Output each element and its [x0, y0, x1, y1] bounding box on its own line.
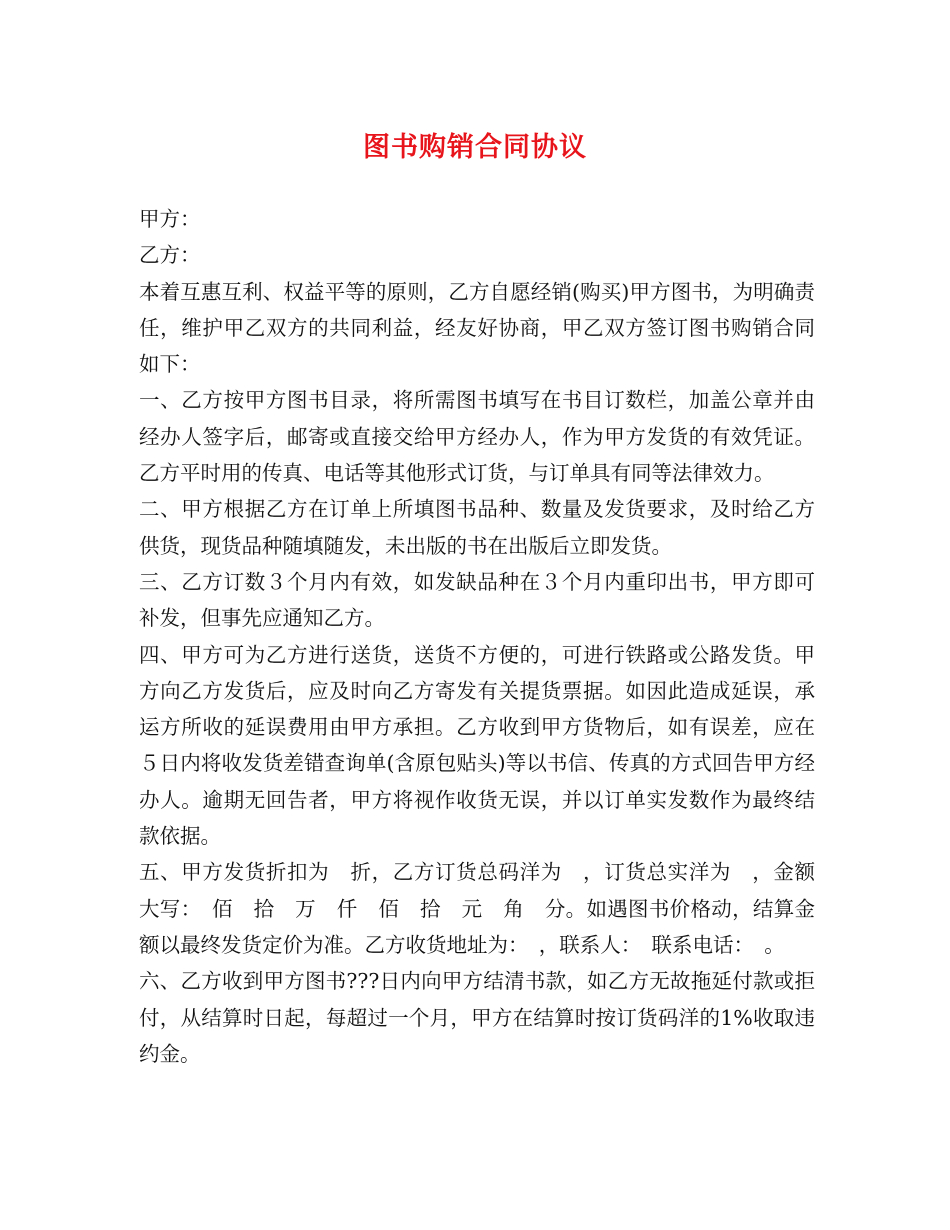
clause-5-paragraph: 五、甲方发货折扣为 折，乙方订货总码洋为 ，订货总实洋为 ，金额大写： 佰 拾 万 仟 佰 拾 元 角 分。如遇图书价格动，结算金额以最终发货定价为准。乙方收货地址为： ，联系人： 联系电话： 。 — [139, 860, 815, 957]
party-a-line: 甲方： — [139, 207, 201, 231]
clause-4-paragraph: 四、甲方可为乙方进行送货，送货不方便的，可进行铁路或公路发货。甲方向乙方发货后，应及时向乙方寄发有关提货票据。如因此造成延误，承运方所收的延误费用由甲方承担。乙方收到甲方货物后，如有误差，应在５日内将收发货差错查询单(含原包贴头)等以书信、传真的方式回告甲方经办人。逾期无回告者，甲方将视作收货无误，并以订单实发数作为最终结款依据。 — [139, 642, 815, 849]
clause-2-paragraph: 二、甲方根据乙方在订单上所填图书品种、数量及发货要求，及时给乙方供货，现货品种随填随发，未出版的书在出版后立即发货。 — [139, 497, 815, 558]
party-b-line: 乙方： — [139, 243, 201, 268]
preamble-paragraph: 本着互惠互利、权益平等的原则，乙方自愿经销(购买)甲方图书，为明确责任，维护甲乙双方的共同利益，经友好协商，甲乙双方签订图书购销合同如下： — [139, 279, 815, 377]
clause-1-paragraph: 一、乙方按甲方图书目录，将所需图书填写在书目订数栏，加盖公章并由经办人签字后，邮寄或直接交给甲方经办人，作为甲方发货的有效凭证。乙方平时用的传真、电话等其他形式订货，与订单具有同等法律效力。 — [139, 388, 815, 486]
clause-6-paragraph: 六、乙方收到甲方图书???日内向甲方结清书款，如乙方无故拖延付款或拒付，从结算时日起，每超过一个月，甲方在结算时按订货码洋的1%收取违约金。 — [139, 969, 815, 1066]
clause-3-paragraph: 三、乙方订数３个月内有效，如发缺品种在３个月内重印出书，甲方即可补发，但事先应通知乙方。 — [139, 569, 815, 631]
document-body — [139, 201, 815, 1072]
document-title: 图书购销合同协议 — [363, 132, 587, 163]
